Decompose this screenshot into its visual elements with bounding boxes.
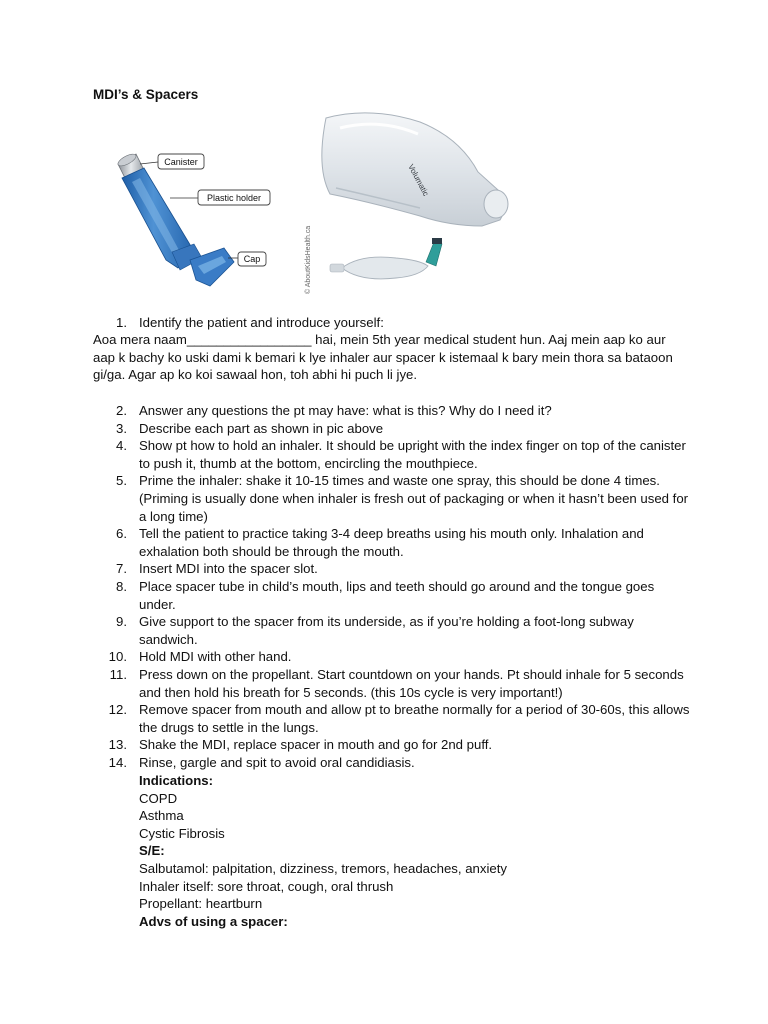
svg-text:Canister: Canister: [164, 157, 198, 167]
label-plastic-holder: [170, 190, 270, 205]
list-item: 2. Answer any questions the pt may have: what is this? Why do I need it?: [116, 403, 552, 418]
indication-item: COPD: [139, 790, 178, 806]
list-item: 12. Remove spacer from mouth and allow pt to breathe normally for a period of 30-60s, this allows the drugs to settle in the lungs.: [108, 702, 690, 735]
inhaler-diagram: [92, 140, 282, 290]
list-item: 4. Show pt how to hold an inhaler. It should be upright with the index finger on top of the canister to push it, thumb at the bottom, encircling the mouthpiece.: [116, 438, 686, 471]
indications-heading: Indications:: [139, 773, 213, 788]
notes-section: [139, 772, 679, 930]
plastic-holder-part: [122, 168, 202, 270]
list-item: 6. Tell the patient to practice taking 3-4 deep breaths using his mouth only. Inhalation and exhalation both should be through the mouth.: [116, 526, 644, 559]
list-item: 3. Describe each part as shown in pic above: [116, 420, 384, 436]
side-effect-item: Inhaler itself: sore throat, cough, oral thrush: [139, 878, 394, 894]
intro-paragraph: Aoa mera naam_________________ hai, mein 5th year medical student hun. Aaj mein aap ko aur aap k bachy ko uski dami k bemari k lye inhaler aur spacer k istemaal k bary mein thora sa bataoon gi/ga. Agar ap ko koi sawaal hon, toh abhi hi puch li jye.: [93, 332, 673, 383]
svg-text:Plastic holder: Plastic holder: [206, 193, 262, 203]
indication-item: Cystic Fibrosis: [139, 825, 225, 841]
document-page: MDI’s & Spacers Canister Plastic holder Cap Volumatic © AboutKidsHealth.ca 1. Identify the patient and introduce yourself: Aoa mera naam_________________ hai, mein 5th year medical student hun. Aaj mein aap ko aur aap k bachy ko uski dami k bemari k lye inhaler aur spacer k istemaal k bary mein thora sa bataoon gi/ga. Agar ap ko koi sawaal hon, toh abhi hi puch li jye. 2. Answer any questions the pt may have: what is this? Why do I need it? 3. Describe each part as shown in pic above 4. Show pt how to hold an inhaler. It should be upright with the index finger on top of the canister to push it, thumb at the bottom, encircling the mouthpiece. 5. Prime the inhaler: shake it 10-15 times and waste one spray, this should be done 4 times. (Priming is usually done when inhaler is fresh out of packaging or when it hasn’t been used for a long time) 6. Tell the patient to practice taking 3-4 deep breaths using his mouth only. Inhalation and exhalation both should be through the mouth. 7. Insert MDI into the spacer slot. 8. Place spacer tube in child’s mouth, lips and teeth should go around and the tongue goes under. 9. Give support to the spacer from its underside, as if you’re holding a foot-long subway sandwich. 10. Hold MDI with other hand. 11. Press down on the propellant. Start countdown on your hands. Pt should inhale for 5 seconds and then hold his breath for 5 seconds. (this 10s cycle is very important!) 12. Remove spacer from mouth and allow pt to breathe normally for a period of 30-60s, this allows the drugs to settle in the lungs. 13. Shake the MDI, replace spacer in mouth and go for 2nd puff. 14. Rinse, gargle and spit to avoid oral candidiasis. Indications: COPD Asthma Cystic Fibrosis S/E: Salbutamol: palpitation, dizziness, tremors, headaches, anxiety Inhaler itself: sore throat, cough, oral thrush Propellant: heartburn Advs of using a spacer:: [0, 0, 768, 1024]
steps-list: [93, 402, 693, 771]
list-item: 9. Give support to the spacer from its underside, as if you’re holding a foot-long subway sandwich.: [116, 614, 634, 647]
side-effects-heading: S/E:: [139, 843, 165, 859]
list-item: 7. Insert MDI into the spacer slot.: [116, 561, 318, 577]
side-effect-item: Propellant: heartburn: [139, 896, 263, 912]
list-item: 14. Rinse, gargle and spit to avoid oral candidiasis.: [108, 754, 415, 770]
list-item: 10. Hold MDI with other hand.: [108, 649, 292, 665]
svg-text:Volumatic: Volumatic: [406, 162, 431, 198]
page-title: MDI’s & Spacers: [93, 87, 199, 102]
list-item: 8. Place spacer tube in child’s mouth, lips and teeth should go around and the tongue goes under.: [116, 578, 655, 612]
label-canister: [140, 154, 204, 169]
step-text: Identify the patient and introduce yourself:: [139, 315, 384, 330]
list-item: 13. Shake the MDI, replace spacer in mouth and go for 2nd puff.: [108, 737, 493, 753]
list-item: 11. Press down on the propellant. Start countdown on your hands. Pt should inhale for 5 seconds and then hold his breath for 5 seconds. (this 10s cycle is very important!): [109, 666, 684, 700]
list-item: 5. Prime the inhaler: shake it 10-15 times and waste one spray, this should be done 4 times. (Priming is usually done when inhaler is fresh out of packaging or when it hasn’t been used for a long time): [116, 473, 689, 524]
spacer-photo: [300, 108, 520, 300]
svg-text:© AboutKidsHealth.ca: © AboutKidsHealth.ca: [305, 225, 312, 294]
indication-item: Asthma: [139, 808, 184, 824]
label-cap: [228, 252, 266, 266]
side-effect-item: Salbutamol: palpitation, dizziness, tremors, headaches, anxiety: [139, 860, 507, 876]
advantages-heading: Advs of using a spacer:: [139, 913, 288, 929]
svg-text:Cap: Cap: [243, 254, 261, 264]
